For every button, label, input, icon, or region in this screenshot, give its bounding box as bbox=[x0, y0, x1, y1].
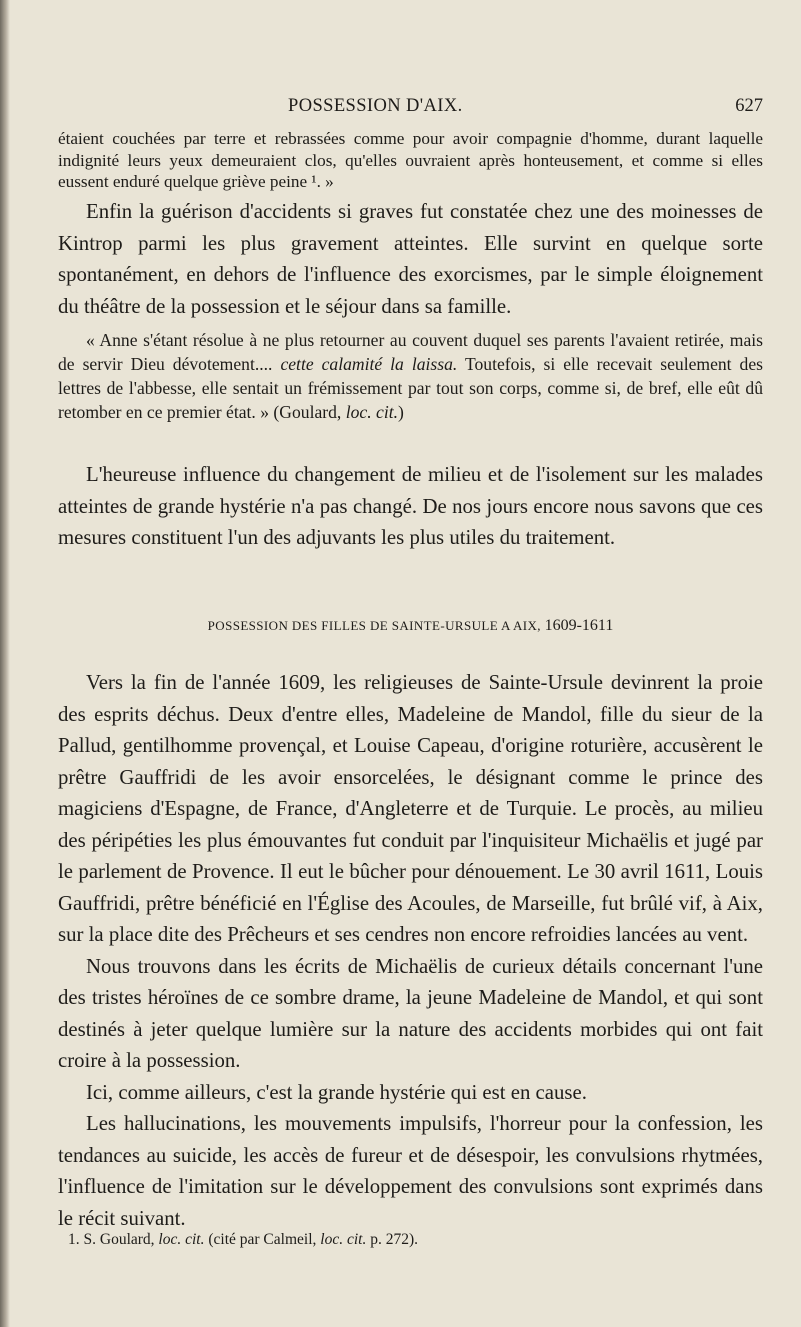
paragraph-nous-text: Nous trouvons dans les écrits de Michaëlis de curieux détails concernant l'une des tristes héroïnes de ce sombre drame, la jeune Madeleine de Mandol, et qui sont destinés à jeter quelque lumière sur la nature des accidents morbides qui ont fait croire à la possession. bbox=[58, 954, 763, 1072]
paragraph-enfin-text: Enfin la guérison d'accidents si graves fut constatée chez une des moinesses de Kintrop parmi les plus gravement atteintes. Elle survint en quelque sorte spontanément, en dehors de l'influence des exorcismes, par le simple éloignement du théâtre de la possession et le séjour dans sa famille. bbox=[58, 200, 763, 318]
quote-text-3: ) bbox=[398, 402, 404, 422]
running-title: POSSESSION D'AIX. bbox=[288, 96, 463, 116]
quotation-anne bbox=[58, 328, 763, 424]
quote-italic-2: loc. cit. bbox=[345, 402, 399, 422]
paragraph-vers bbox=[58, 667, 763, 1234]
paragraph-heureuse bbox=[58, 459, 763, 554]
page-header bbox=[58, 96, 763, 120]
footnote-italic-2: loc. cit. bbox=[320, 1231, 367, 1248]
paragraph-hallucinations-text: Les hallucinations, les mouvements impulsifs, l'horreur pour la confession, les tendances au suicide, les accès de fureur et de désespoir, les convulsions rhytmées, l'influence de l'imitation sur le développement des convulsions sont exprimés dans le récit suivant. bbox=[58, 1112, 763, 1230]
paragraph-top bbox=[58, 128, 763, 193]
quote-italic-1: cette calamité la laissa. bbox=[280, 354, 458, 374]
quote-text-1: « Anne s'étant résolue à ne plus retourner au couvent duquel ses parents l'avaient retirée, mais de servir Dieu dévotement.... bbox=[58, 330, 763, 374]
quotation-anne-text bbox=[58, 328, 763, 424]
page-number: 627 bbox=[735, 96, 763, 116]
paragraph-vers-text: Vers la fin de l'année 1609, les religieuses de Sainte-Ursule devinrent la proie des esprits déchus. Deux d'entre elles, Madeleine de Mandol, fille du sieur de la Pallud, gentilhomme provençal, et Louise Capeau, d'origine roturière, accusèrent le prêtre Gauffridi de les avoir ensorcelées, le désignant comme le prince des magiciens d'Espagne, de France, d'Angleterre et de Turquie. Le procès, au milieu des péripéties les plus émouvantes fut conduit par l'inquisiteur Michaëlis et jugé par le parlement de Provence. Il eut le bûcher pour dénouement. Le 30 avril 1611, Louis Gauffridi, prêtre bénéficié en l'Église des Acoules, de Marseille, fut brûlé vif, à Aix, sur la place dite des Prêcheurs et ses cendres non encore refroidies lancées au vent. bbox=[58, 671, 763, 946]
page-binding-edge bbox=[0, 0, 10, 1327]
footnote-text-1: 1. S. Goulard, bbox=[68, 1231, 159, 1248]
section-heading bbox=[58, 617, 763, 635]
quote-text-2: Toutefois, si elle recevait seulement des lettres de l'abbesse, elle sentait un frémissement par tout son corps, comme si, de bref, elle eût dû retomber en ce premier état. » (Goulard, bbox=[58, 354, 763, 422]
footnote-text-2: (cité par Calmeil, bbox=[204, 1231, 321, 1248]
paragraph-ici-text: Ici, comme ailleurs, c'est la grande hystérie qui est en cause. bbox=[86, 1080, 587, 1104]
footnote bbox=[68, 1230, 763, 1250]
section-heading-dates: 1609-1611 bbox=[544, 617, 614, 634]
paragraph-top-text: étaient couchées par terre et rebrassées comme pour avoir compagnie d'homme, durant laquelle indignité leurs yeux demeuraient clos, qu'elles ouvraient après honteusement, et comme si elles eussent enduré quelque griève peine ¹. » bbox=[58, 129, 763, 191]
footnote-text-3: p. 272). bbox=[366, 1231, 418, 1248]
footnote-italic-1: loc. cit. bbox=[158, 1231, 205, 1248]
section-heading-title: POSSESSION DES FILLES DE SAINTE-URSULE A AIX, bbox=[207, 618, 545, 633]
paragraph-heureuse-text: L'heureuse influence du changement de milieu et de l'isolement sur les malades atteintes de grande hystérie n'a pas changé. De nos jours encore nous savons que ces mesures constituent l'un des adjuvants les plus utiles du traitement. bbox=[58, 463, 763, 549]
paragraph-enfin bbox=[58, 196, 763, 322]
